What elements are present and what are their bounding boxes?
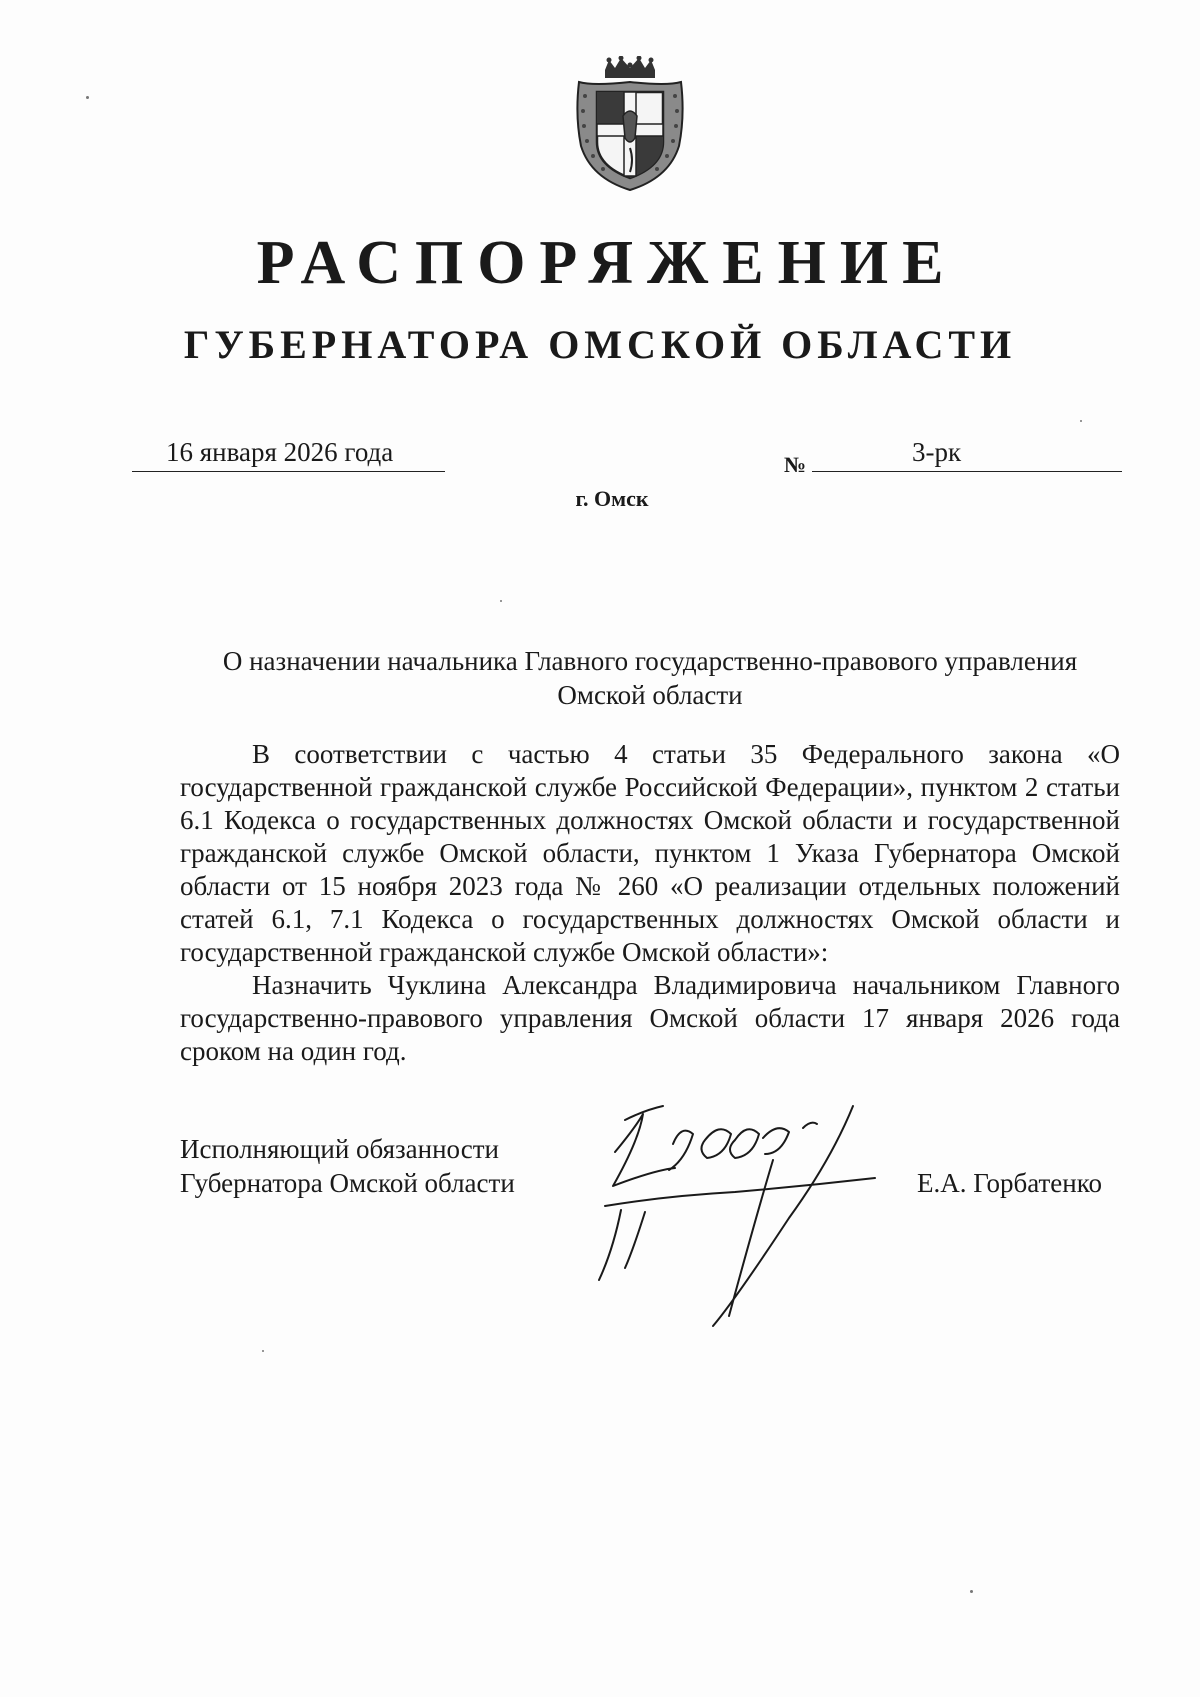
scan-speck <box>970 1590 973 1593</box>
body-paragraph: В соответствии с частью 4 статьи 35 Федерального закона «О государственной гражданской службе Российской Федерации», пунктом 2 статьи 6.1 Кодекса о государственных должностях Омской области и государственной гражданской службе Омской области, пунктом 1 Указа Губернатора Омской области от 15 ноября 2023 года № 260 «О реализации отдельных положений статей 6.1, 7.1 Кодекса о государственных должностях Омской области и государственной гражданской службе Омской области»: <box>180 739 1120 967</box>
handwritten-signature <box>585 1100 905 1330</box>
signatory-role-line: Исполняющий обязанности <box>180 1134 499 1164</box>
signatory-role <box>180 1132 560 1200</box>
scan-speck <box>262 1350 264 1352</box>
number-sign: № <box>784 452 807 477</box>
number-underline <box>812 435 1122 472</box>
document-title: РАСПОРЯЖЕНИЕ <box>256 229 958 297</box>
scan-speck <box>1080 420 1082 422</box>
document-subtitle: ГУБЕРНАТОРА ОМСКОЙ ОБЛАСТИ <box>183 322 1017 367</box>
scan-speck <box>500 600 502 602</box>
document-subject: О назначении начальника Главного государственно-правового управления Омской области <box>222 646 1078 710</box>
document-city: г. Омск <box>575 486 649 511</box>
signatory-role-line: Губернатора Омской области <box>180 1168 515 1198</box>
document-body <box>180 738 1120 1068</box>
document-number: 3-рк <box>912 437 962 467</box>
body-paragraph: Назначить Чуклина Александра Владимировича начальником Главного государственно-правового управления Омской области 17 января 2026 года сроком на один год. <box>180 970 1120 1066</box>
document-date: 16 января 2026 года <box>166 437 394 467</box>
signatory-name: Е.А. Горбатенко <box>917 1168 1102 1198</box>
scan-speck <box>86 96 89 99</box>
coat-of-arms-icon <box>571 56 689 194</box>
